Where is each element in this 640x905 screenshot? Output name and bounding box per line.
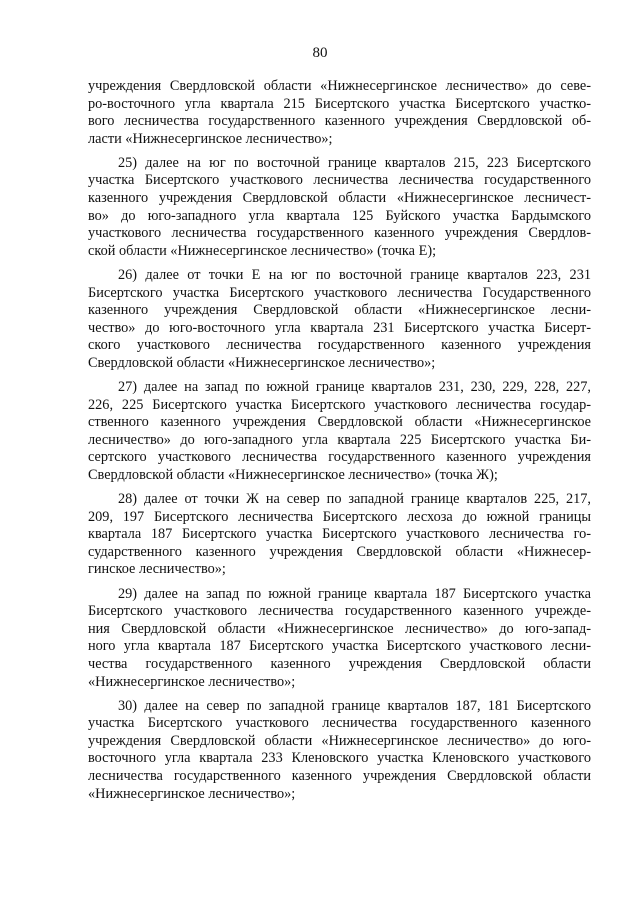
text-line: 27) далее на запад по южной границе кварталов 231, 230, 229, 228, 227, [118, 379, 591, 395]
text-line: 30) далее на север по западной границе кварталов 187, 181 Бисертского [118, 697, 591, 714]
text-line: 25) далее на юг по восточной границе кварталов 215, 223 Бисертского [118, 154, 591, 171]
text-line: учреждения Свердловской области «Нижнесергинское лесничество» до юго- [88, 732, 591, 749]
text-line: участкового лесничества государственного казенного учреждения Свердлов- [88, 225, 591, 242]
text-line: участка Бисертского участкового лесничества государственного казенного [88, 715, 591, 732]
text-line: квартала 187 Бисертского участка Бисертского участкового лесничества го- [88, 526, 591, 543]
text-line: восточного угла квартала 233 Кленовского участка Кленовского участкового [88, 750, 591, 767]
text-line: Бисертского участка Бисертского участкового лесничества Государственного [88, 284, 591, 301]
text-line: Свердловской области «Нижнесергинское лесничество»; [88, 354, 436, 371]
text-line: учреждения Свердловской области «Нижнесергинское лесничество» до севе- [88, 78, 591, 94]
text-line: казенного учреждения Свердловской области «Нижнесергинское лесничест- [88, 190, 591, 207]
page-number: 80 [312, 45, 328, 61]
text-line: чества государственного казенного учреждения Свердловской области [88, 655, 591, 672]
text-line: во» до юго-западного угла квартала 125 Буйского участка Бардымского [88, 207, 591, 224]
text-line: 26) далее от точки Е на юг по восточной границе кварталов 223, 231 [118, 266, 591, 283]
text-line: сертского участкового лесничества государственного казенного учреждения [88, 449, 591, 466]
text-line: 226, 225 Бисертского участка Бисертского участкового лесничества государ- [88, 396, 591, 413]
text-line: ро-восточного угла квартала 215 Бисертского участка Бисертского участко- [88, 95, 591, 112]
text-line: лесничество» до юго-западного угла квартала 225 Бисертского участка Би- [88, 431, 591, 448]
text-line: ния Свердловской области «Нижнесергинское лесничество» до юго-запад- [88, 620, 591, 637]
paragraph-item-29 [88, 586, 591, 692]
text-line: «Нижнесергинское лесничество»; [88, 785, 296, 802]
text-line: ственного казенного учреждения Свердловской области «Нижнесергинское [88, 414, 591, 431]
paragraph-item-25 [88, 155, 591, 261]
text-line: ласти «Нижнесергинское лесничество»; [88, 130, 333, 147]
text-line: ского участкового лесничества государственного казенного учреждения [88, 337, 591, 354]
text-line: гинское лесничество»; [88, 561, 226, 578]
text-line: Свердловской области «Нижнесергинское лесничество» (точка Ж); [88, 466, 498, 483]
text-line: участка Бисертского участкового лесничества лесничества государственного [88, 172, 591, 189]
text-line: лесничества государственного казенного учреждения Свердловской области [88, 767, 591, 784]
text-line: ской области «Нижнесергинское лесничество» (точка Е); [88, 242, 437, 259]
text-line: сударственного казенного учреждения Свердловской области «Нижнесер- [88, 543, 591, 560]
text-line: «Нижнесергинское лесничество»; [88, 673, 296, 690]
text-line: 29) далее на запад по южной границе квартала 187 Бисертского участка [118, 585, 591, 602]
paragraph-item-28 [88, 491, 591, 579]
text-line: казенного учреждения Свердловской области «Нижнесергинское лесни- [88, 302, 591, 319]
text-line: вого лесничества государственного казенного учреждения Свердловской об- [88, 113, 591, 130]
text-line: 209, 197 Бисертского лесничества Бисертского лесхоза до южной границы [88, 508, 591, 525]
text-line: ного угла квартала 187 Бисертского участка Бисертского участкового лесни- [88, 638, 591, 655]
paragraph-item-26 [88, 267, 591, 373]
paragraph-continued [88, 78, 591, 148]
paragraph-item-27 [88, 379, 591, 485]
paragraph-item-30 [88, 698, 591, 804]
text-line: Бисертского участкового лесничества государственного казенного учрежде- [88, 603, 591, 620]
document-body [88, 78, 591, 810]
text-line: чество» до юго-восточного угла квартала 231 Бисертского участка Бисерт- [88, 319, 591, 336]
text-line: 28) далее от точки Ж на север по западной границе кварталов 225, 217, [118, 491, 591, 508]
